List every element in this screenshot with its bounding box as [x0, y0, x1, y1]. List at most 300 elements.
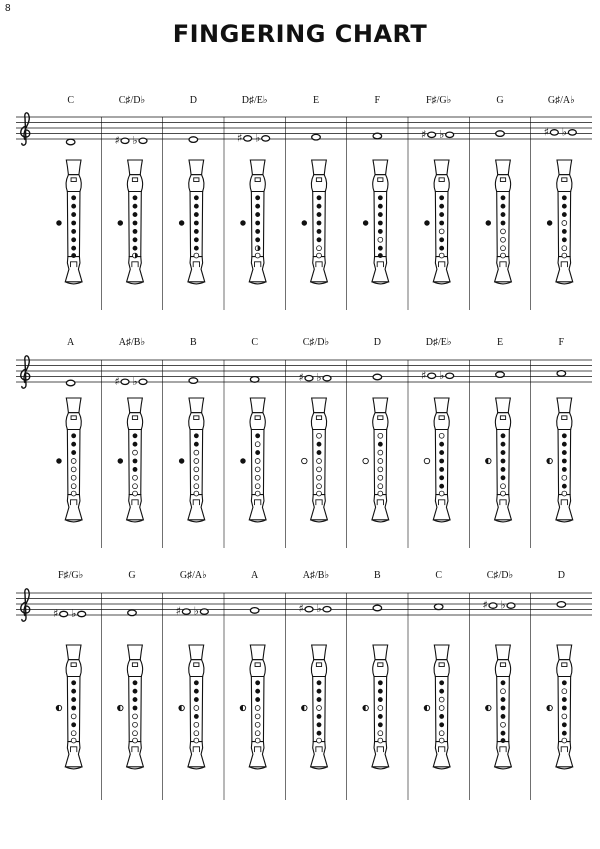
- recorder-icon: [118, 645, 144, 769]
- recorder-window: [316, 663, 321, 667]
- recorder-head: [495, 175, 510, 192]
- note-head: [373, 605, 382, 611]
- recorder-window: [132, 178, 137, 182]
- hole-closed: [255, 697, 260, 702]
- sharp-sign: ♯: [114, 374, 120, 388]
- page-title: FINGERING CHART: [172, 20, 428, 48]
- hole-closed: [133, 433, 138, 438]
- flat-sign: ♭: [132, 374, 138, 388]
- recorder-foot: [249, 742, 266, 767]
- recorder-head: [495, 413, 510, 430]
- hole-closed: [439, 722, 444, 727]
- hole-open: [133, 475, 138, 480]
- recorder-icon: [56, 645, 82, 769]
- note-head: [139, 138, 147, 143]
- recorder-head: [373, 175, 388, 192]
- hole-closed: [255, 195, 260, 200]
- thumb-hole-open: [363, 458, 368, 463]
- hole-open: [317, 467, 322, 472]
- hole-closed: [133, 680, 138, 685]
- note-head: [189, 137, 198, 143]
- flat-sign: ♭: [316, 371, 322, 385]
- recorder-mouthpiece: [434, 645, 449, 660]
- hole-open: [501, 484, 506, 489]
- hole-open: [71, 714, 76, 719]
- hole-closed: [255, 221, 260, 226]
- hole-open: [501, 229, 506, 234]
- hole-closed: [562, 204, 567, 209]
- recorder-icon: [547, 645, 573, 769]
- recorder-mouthpiece: [189, 645, 204, 660]
- hole-closed: [439, 237, 444, 242]
- hole-closed: [562, 731, 567, 736]
- hole-closed: [378, 229, 383, 234]
- recorder-icon: [363, 645, 389, 769]
- note-name: G: [496, 95, 504, 106]
- hole-closed: [194, 237, 199, 242]
- hole-open: [439, 706, 444, 711]
- recorder-window: [562, 663, 567, 667]
- recorder-mouthpiece: [557, 398, 572, 413]
- recorder-icon: [302, 160, 328, 284]
- note-head: [323, 376, 331, 381]
- recorder-icon: [363, 398, 389, 522]
- note-name: D♯/E♭: [241, 95, 268, 106]
- hole-closed: [317, 731, 322, 736]
- hole-closed: [378, 697, 383, 702]
- hole-closed: [255, 433, 260, 438]
- flat-sign: ♭: [316, 602, 322, 616]
- hole-closed: [378, 253, 383, 258]
- recorder-head: [250, 660, 265, 677]
- hole-closed: [71, 212, 76, 217]
- hole-closed: [562, 722, 567, 727]
- hole-closed: [255, 450, 260, 455]
- hole-open: [439, 697, 444, 702]
- recorder-icon: [302, 398, 328, 522]
- recorder-head: [250, 413, 265, 430]
- recorder-mouthpiece: [434, 398, 449, 413]
- note-head: [250, 608, 259, 614]
- hole-closed: [194, 246, 199, 251]
- hole-closed: [255, 204, 260, 209]
- recorder-foot: [433, 495, 450, 520]
- hole-closed: [194, 195, 199, 200]
- sharp-sign: ♯: [53, 607, 59, 620]
- note-name: B: [373, 570, 381, 581]
- hole-closed: [378, 195, 383, 200]
- recorder-window: [255, 178, 260, 182]
- hole-open: [194, 738, 199, 743]
- note-name: G♯/A♭: [179, 570, 207, 581]
- page-number: 8: [5, 3, 11, 14]
- note-head: [244, 136, 252, 141]
- note-name: G♯/A♭: [547, 95, 575, 106]
- hole-closed: [562, 450, 567, 455]
- note-head: [496, 131, 505, 137]
- recorder-foot: [556, 495, 573, 520]
- hole-closed: [133, 195, 138, 200]
- hole-closed: [133, 459, 138, 464]
- recorder-mouthpiece: [373, 160, 388, 175]
- hole-closed: [317, 714, 322, 719]
- recorder-foot: [311, 742, 328, 767]
- note-name: F♯/G♭: [426, 95, 452, 106]
- note-head: [446, 132, 454, 137]
- hole-open: [501, 722, 506, 727]
- note-head: [428, 373, 436, 378]
- recorder-head: [189, 660, 204, 677]
- note-name: G: [128, 570, 136, 581]
- hole-open: [133, 484, 138, 489]
- hole-open: [562, 689, 567, 694]
- hole-open: [255, 491, 260, 496]
- hole-open: [378, 738, 383, 743]
- recorder-mouthpiece: [128, 160, 143, 175]
- recorder-mouthpiece: [312, 398, 327, 413]
- note-head: [550, 130, 558, 135]
- recorder-window: [500, 416, 505, 420]
- hole-open: [255, 467, 260, 472]
- thumb-hole-closed: [179, 220, 184, 225]
- note-head: [323, 607, 331, 612]
- hole-open: [378, 706, 383, 711]
- note-name: C: [435, 570, 443, 581]
- recorder-window: [255, 663, 260, 667]
- hole-open: [133, 491, 138, 496]
- hole-closed: [501, 450, 506, 455]
- recorder-window: [562, 416, 567, 420]
- recorder-foot: [249, 495, 266, 520]
- hole-open: [255, 475, 260, 480]
- note-head: [66, 139, 75, 145]
- hole-closed: [501, 697, 506, 702]
- note-head: [200, 609, 208, 614]
- note-name: E: [496, 337, 504, 348]
- hole-closed: [562, 237, 567, 242]
- hole-closed: [194, 433, 199, 438]
- thumb-hole-closed: [118, 220, 123, 225]
- hole-closed: [194, 442, 199, 447]
- hole-closed: [71, 706, 76, 711]
- hole-closed: [194, 204, 199, 209]
- hole-open: [439, 433, 444, 438]
- hole-closed: [194, 212, 199, 217]
- recorder-head: [434, 175, 449, 192]
- note-name: C♯/D♭: [118, 95, 146, 106]
- hole-closed: [194, 221, 199, 226]
- hole-closed: [439, 246, 444, 251]
- hole-closed: [378, 722, 383, 727]
- note-name: F♯/G♭: [58, 570, 84, 581]
- recorder-icon: [118, 398, 144, 522]
- note-name: F: [374, 95, 381, 106]
- hole-closed: [133, 204, 138, 209]
- hole-closed: [562, 697, 567, 702]
- hole-closed: [317, 680, 322, 685]
- thumb-hole-closed: [302, 220, 307, 225]
- hole-closed: [439, 484, 444, 489]
- hole-open: [317, 475, 322, 480]
- thumb-hole-open: [302, 458, 307, 463]
- hole-closed: [317, 204, 322, 209]
- note-head: [373, 133, 382, 139]
- sharp-sign: ♯: [175, 604, 181, 618]
- recorder-mouthpiece: [250, 160, 265, 175]
- hole-open: [71, 475, 76, 480]
- recorder-icon: [486, 398, 512, 522]
- sharp-sign: ♯: [298, 371, 304, 385]
- hole-closed: [317, 212, 322, 217]
- note-name: C: [251, 337, 259, 348]
- recorder-mouthpiece: [128, 398, 143, 413]
- hole-closed: [378, 204, 383, 209]
- note-head: [250, 377, 259, 383]
- thumb-hole-closed: [486, 220, 491, 225]
- hole-closed: [133, 689, 138, 694]
- note-head: [557, 371, 566, 377]
- hole-closed: [562, 467, 567, 472]
- flat-sign: ♭: [255, 131, 261, 145]
- note-head: [262, 136, 270, 141]
- thumb-hole-open: [424, 458, 429, 463]
- recorder-mouthpiece: [373, 645, 388, 660]
- recorder-head: [250, 175, 265, 192]
- recorder-foot: [495, 495, 512, 520]
- sharp-sign: ♯: [543, 125, 549, 139]
- recorder-head: [127, 413, 142, 430]
- note-name: A♯/B♭: [302, 570, 330, 581]
- recorder-head: [434, 413, 449, 430]
- hole-closed: [562, 680, 567, 685]
- recorder-icon: [424, 160, 450, 284]
- hole-closed: [317, 450, 322, 455]
- note-name: C♯/D♭: [302, 337, 330, 348]
- hole-closed: [501, 221, 506, 226]
- hole-open: [133, 722, 138, 727]
- hole-closed: [194, 689, 199, 694]
- flat-sign: ♭: [500, 598, 506, 612]
- recorder-icon: [486, 160, 512, 284]
- recorder-foot: [127, 257, 144, 282]
- hole-closed: [501, 475, 506, 480]
- recorder-icon: [56, 160, 82, 284]
- thumb-hole-closed: [363, 220, 368, 225]
- recorder-icon: [179, 645, 205, 769]
- hole-open: [317, 246, 322, 251]
- recorder-head: [66, 175, 81, 192]
- flat-sign: ♭: [193, 604, 199, 618]
- recorder-icon: [547, 160, 573, 284]
- note-head: [373, 374, 382, 380]
- hole-closed: [71, 450, 76, 455]
- thumb-hole-closed: [179, 458, 184, 463]
- recorder-foot: [495, 257, 512, 282]
- recorder-window: [71, 663, 76, 667]
- note-head: [312, 134, 321, 140]
- hole-closed: [194, 714, 199, 719]
- note-name: E: [312, 95, 320, 106]
- note-name: A: [67, 337, 75, 348]
- hole-closed: [501, 731, 506, 736]
- note-head: [121, 379, 129, 384]
- recorder-foot: [188, 495, 205, 520]
- hole-open: [317, 491, 322, 496]
- recorder-mouthpiece: [557, 160, 572, 175]
- recorder-window: [562, 178, 567, 182]
- hole-open: [71, 491, 76, 496]
- recorder-foot: [65, 495, 82, 520]
- hole-open: [255, 731, 260, 736]
- hole-closed: [378, 221, 383, 226]
- recorder-icon: [363, 160, 389, 284]
- note-head: [507, 603, 515, 608]
- hole-closed: [439, 689, 444, 694]
- recorder-foot: [65, 257, 82, 282]
- hole-closed: [439, 475, 444, 480]
- hole-closed: [71, 253, 76, 258]
- hole-closed: [255, 237, 260, 242]
- recorder-foot: [433, 257, 450, 282]
- hole-closed: [378, 212, 383, 217]
- hole-open: [317, 459, 322, 464]
- hole-open: [439, 491, 444, 496]
- hole-closed: [317, 689, 322, 694]
- recorder-icon: [179, 398, 205, 522]
- flat-sign: ♭: [439, 127, 445, 141]
- hole-closed: [439, 442, 444, 447]
- recorder-foot: [127, 495, 144, 520]
- recorder-head: [557, 660, 572, 677]
- hole-open: [378, 475, 383, 480]
- recorder-head: [557, 413, 572, 430]
- flat-sign: ♭: [132, 133, 138, 147]
- thumb-hole-closed: [240, 220, 245, 225]
- hole-closed: [501, 433, 506, 438]
- hole-closed: [71, 722, 76, 727]
- recorder-mouthpiece: [496, 160, 511, 175]
- hole-open: [133, 450, 138, 455]
- hole-closed: [501, 706, 506, 711]
- note-head: [189, 378, 198, 384]
- recorder-head: [189, 413, 204, 430]
- recorder-foot: [311, 495, 328, 520]
- recorder-icon: [118, 160, 144, 284]
- recorder-window: [378, 663, 383, 667]
- thumb-hole-closed: [118, 458, 123, 463]
- recorder-mouthpiece: [496, 645, 511, 660]
- recorder-head: [66, 413, 81, 430]
- hole-closed: [133, 237, 138, 242]
- hole-closed: [501, 714, 506, 719]
- hole-open: [317, 433, 322, 438]
- note-head: [139, 379, 147, 384]
- recorder-head: [495, 660, 510, 677]
- hole-closed: [133, 246, 138, 251]
- recorder-foot: [433, 742, 450, 767]
- note-head: [121, 138, 129, 143]
- recorder-mouthpiece: [66, 160, 81, 175]
- recorder-window: [316, 416, 321, 420]
- hole-open: [317, 484, 322, 489]
- hole-open: [501, 246, 506, 251]
- hole-open: [255, 459, 260, 464]
- treble-clef-icon: [22, 113, 29, 145]
- recorder-icon: [240, 160, 266, 284]
- recorder-mouthpiece: [189, 160, 204, 175]
- hole-closed: [501, 212, 506, 217]
- thumb-hole-closed: [56, 458, 61, 463]
- flat-sign: ♭: [561, 125, 567, 139]
- recorder-mouthpiece: [128, 645, 143, 660]
- chart-row: [16, 337, 592, 548]
- hole-closed: [317, 195, 322, 200]
- hole-closed: [562, 484, 567, 489]
- recorder-icon: [424, 645, 450, 769]
- sharp-sign: ♯: [298, 602, 304, 616]
- hole-closed: [317, 237, 322, 242]
- hole-open: [378, 237, 383, 242]
- note-name: A♯/B♭: [118, 337, 146, 348]
- sharp-sign: ♯: [237, 131, 243, 145]
- note-head: [78, 611, 86, 616]
- chart-row: [16, 570, 592, 800]
- hole-closed: [562, 195, 567, 200]
- hole-closed: [378, 442, 383, 447]
- hole-closed: [501, 442, 506, 447]
- recorder-mouthpiece: [312, 160, 327, 175]
- sharp-sign: ♯: [421, 127, 427, 141]
- note-name: D: [189, 95, 197, 106]
- recorder-window: [71, 178, 76, 182]
- recorder-head: [189, 175, 204, 192]
- recorder-foot: [249, 257, 266, 282]
- hole-open: [255, 722, 260, 727]
- hole-open: [194, 450, 199, 455]
- recorder-icon: [486, 645, 512, 769]
- note-name: D: [373, 337, 381, 348]
- hole-open: [255, 442, 260, 447]
- hole-closed: [317, 442, 322, 447]
- recorder-window: [194, 178, 199, 182]
- recorder-mouthpiece: [250, 398, 265, 413]
- hole-closed: [501, 467, 506, 472]
- hole-closed: [378, 680, 383, 685]
- hole-closed: [133, 229, 138, 234]
- hole-open: [71, 467, 76, 472]
- note-head: [60, 611, 68, 616]
- hole-closed: [439, 459, 444, 464]
- hole-open: [194, 484, 199, 489]
- hole-open: [378, 467, 383, 472]
- recorder-foot: [311, 257, 328, 282]
- hole-closed: [501, 459, 506, 464]
- recorder-mouthpiece: [250, 645, 265, 660]
- hole-closed: [255, 212, 260, 217]
- hole-closed: [378, 714, 383, 719]
- hole-closed: [378, 689, 383, 694]
- hole-open: [562, 491, 567, 496]
- recorder-foot: [65, 742, 82, 767]
- hole-closed: [562, 433, 567, 438]
- recorder-icon: [179, 160, 205, 284]
- hole-closed: [501, 195, 506, 200]
- hole-open: [194, 253, 199, 258]
- recorder-mouthpiece: [434, 160, 449, 175]
- hole-open: [255, 738, 260, 743]
- hole-open: [562, 246, 567, 251]
- recorder-foot: [372, 495, 389, 520]
